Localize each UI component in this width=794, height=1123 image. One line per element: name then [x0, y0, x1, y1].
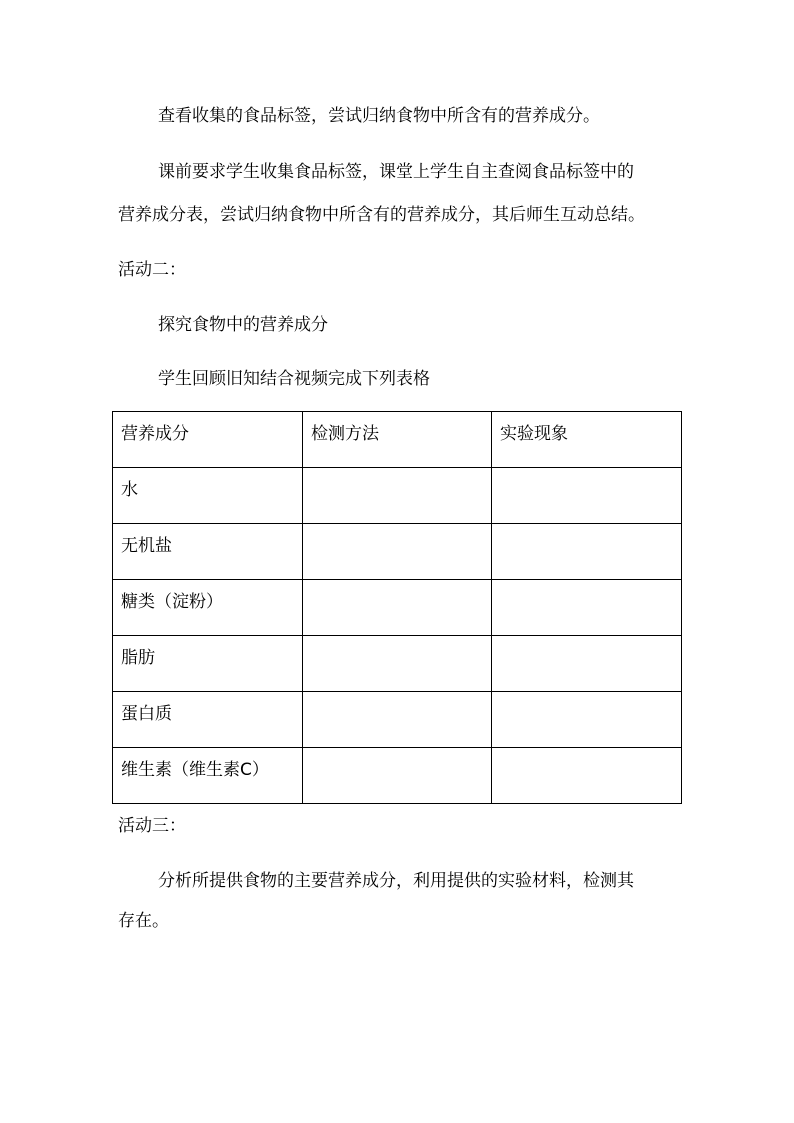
table-header-cell — [113, 412, 303, 468]
table-row — [113, 748, 682, 804]
table-cell[interactable] — [492, 580, 682, 636]
activity-2-heading: 活动二： — [118, 260, 186, 280]
table-cell[interactable] — [113, 636, 303, 692]
method-value — [311, 524, 491, 536]
table-row — [113, 468, 682, 524]
phenomenon-value — [500, 580, 681, 592]
phenomenon-value — [500, 692, 681, 704]
phenomenon-value — [500, 748, 681, 760]
nutrient-label: 脂肪 — [121, 648, 155, 668]
phenomenon-value — [500, 636, 681, 648]
method-value — [311, 748, 491, 760]
activity-2-instruction: 学生回顾旧知结合视频完成下列表格 — [158, 369, 430, 389]
header-method: 检测方法 — [311, 424, 379, 444]
activity-3-heading: 活动三： — [118, 816, 186, 836]
table-cell[interactable] — [492, 524, 682, 580]
nutrient-label: 糖类（淀粉） — [121, 592, 223, 612]
table-cell[interactable] — [303, 748, 492, 804]
nutrient-label: 蛋白质 — [121, 704, 172, 724]
method-value — [311, 468, 491, 480]
nutrition-table — [112, 411, 682, 804]
nutrient-label: 维生素（维生素C） — [121, 760, 269, 780]
table-cell[interactable] — [303, 692, 492, 748]
table-cell[interactable] — [113, 692, 303, 748]
table-header-row — [113, 412, 682, 468]
phenomenon-value — [500, 524, 681, 536]
method-value — [311, 636, 491, 648]
table-row — [113, 524, 682, 580]
table-row — [113, 692, 682, 748]
table-header-cell — [492, 412, 682, 468]
table-row — [113, 636, 682, 692]
table-cell[interactable] — [113, 468, 303, 524]
method-value — [311, 580, 491, 592]
phenomenon-value — [500, 468, 681, 480]
table-cell[interactable] — [492, 692, 682, 748]
table-cell[interactable] — [492, 636, 682, 692]
header-phenomenon: 实验现象 — [500, 424, 568, 444]
table-header-cell — [303, 412, 492, 468]
table-cell[interactable] — [303, 524, 492, 580]
paragraph-2-line-2: 营养成分表，尝试归纳食物中所含有的营养成分，其后师生互动总结。 — [118, 205, 645, 225]
paragraph-3-line-2: 存在。 — [118, 911, 169, 931]
table-cell[interactable] — [303, 636, 492, 692]
paragraph-intro: 查看收集的食品标签，尝试归纳食物中所含有的营养成分。 — [158, 106, 600, 126]
table-cell[interactable] — [113, 748, 303, 804]
paragraph-2-line-1: 课前要求学生收集食品标签，课堂上学生自主查阅食品标签中的 — [158, 162, 634, 182]
table-cell[interactable] — [492, 748, 682, 804]
paragraph-3-line-1: 分析所提供食物的主要营养成分，利用提供的实验材料，检测其 — [158, 871, 634, 891]
nutrient-label: 无机盐 — [121, 536, 172, 556]
activity-2-subtitle: 探究食物中的营养成分 — [158, 315, 328, 335]
nutrient-label: 水 — [121, 480, 138, 500]
table-cell[interactable] — [303, 580, 492, 636]
table-cell[interactable] — [492, 468, 682, 524]
method-value — [311, 692, 491, 704]
table-cell[interactable] — [113, 580, 303, 636]
header-nutrient: 营养成分 — [121, 424, 189, 444]
table-row — [113, 580, 682, 636]
table-cell[interactable] — [303, 468, 492, 524]
table-cell[interactable] — [113, 524, 303, 580]
